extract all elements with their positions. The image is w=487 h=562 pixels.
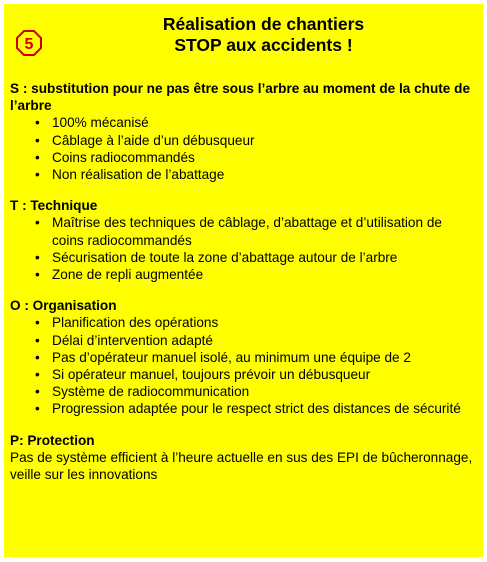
list-item: • Progression adaptée pour le respect strict des distances de sécurité [35, 400, 473, 417]
list-item: • Délai d’intervention adapté [35, 332, 473, 349]
section-heading: S : substitution pour ne pas être sous l’arbre au moment de la chute de l’arbre [10, 81, 471, 114]
bullet-list [10, 114, 473, 183]
title-line-1: Réalisation de chantiers [162, 14, 365, 34]
octagon-icon [16, 30, 42, 56]
content [10, 80, 473, 483]
list-item: • Si opérateur manuel, toujours prévoir un débusqueur [35, 366, 473, 383]
list-item: • 100% mécanisé [35, 114, 473, 131]
title-line-2: STOP aux accidents ! [174, 35, 353, 55]
slide-card [4, 4, 483, 557]
list-item: • Non réalisation de l’abattage [35, 166, 473, 183]
list-item: • Planification des opérations [35, 314, 473, 331]
list-item: • Coins radiocommandés [35, 149, 473, 166]
bullet-list [10, 214, 473, 283]
bullet-list [10, 314, 473, 417]
list-item: • Câblage à l’aide d’un débusqueur [35, 132, 473, 149]
section-heading: T : Technique [10, 198, 98, 214]
number-badge [16, 30, 42, 56]
list-item: • Système de radiocommunication [35, 383, 473, 400]
section-text: Pas de système efficient à l’heure actuelle en sus des EPI de bûcheronnage, veille sur les innovations [10, 449, 473, 483]
list-item: • Sécurisation de toute la zone d’abattage autour de l’arbre [35, 249, 473, 266]
section-protection [10, 432, 473, 484]
section-technique [10, 197, 473, 283]
badge-number: 5 [24, 36, 34, 53]
section-organisation [10, 297, 473, 417]
list-item: • Zone de repli augmentée [35, 266, 473, 283]
list-item: • Maîtrise des techniques de câblage, d’abattage et d’utilisation de coins radiocommandés [35, 214, 473, 248]
section-substitution [10, 80, 473, 183]
section-heading: P: Protection [10, 432, 95, 448]
list-item: • Pas d’opérateur manuel isolé, au minimum une équipe de 2 [35, 349, 473, 366]
section-heading: O : Organisation [10, 298, 117, 314]
page-title [64, 14, 463, 56]
